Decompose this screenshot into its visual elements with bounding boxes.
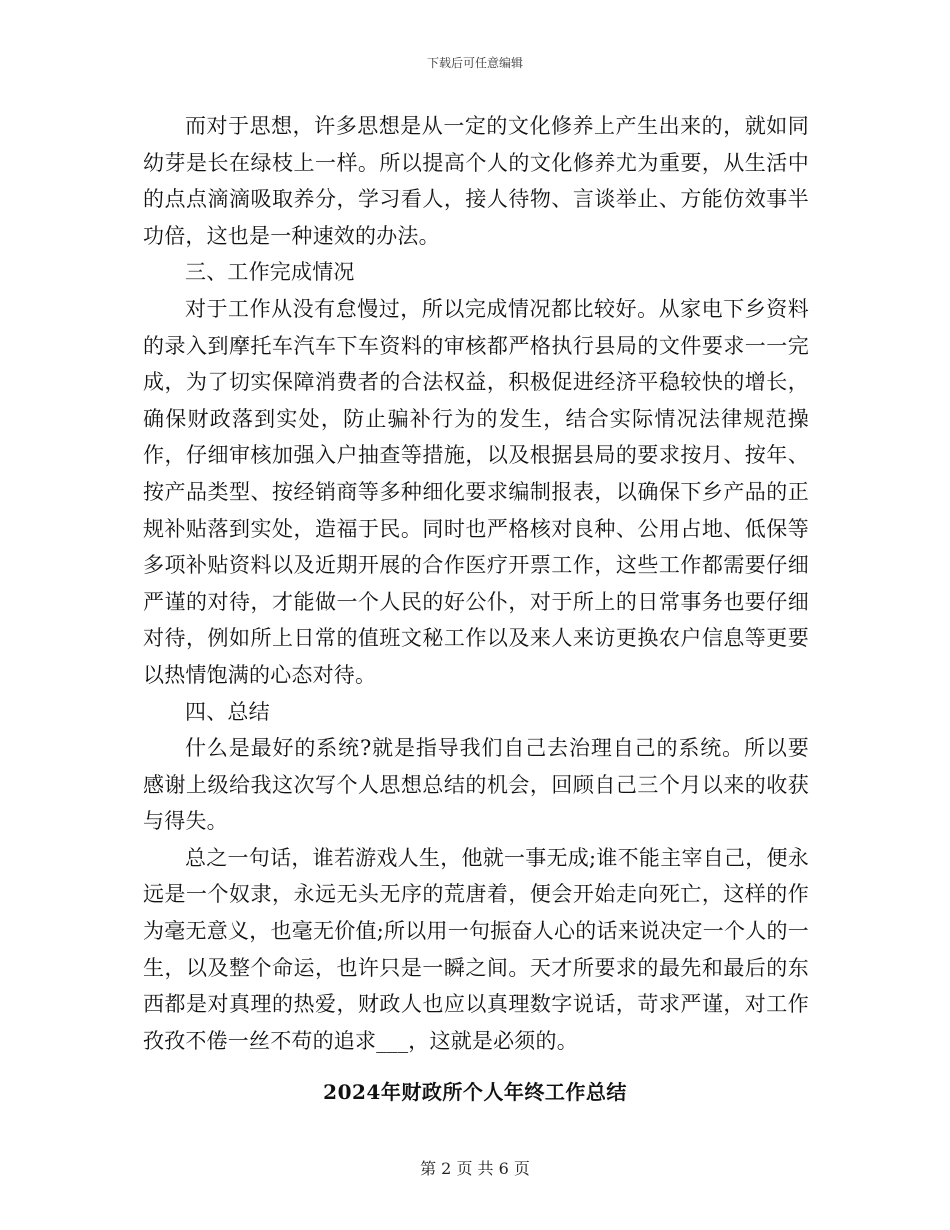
section-heading-summary: 四、总结 [185, 699, 270, 724]
body-paragraph: 什么是最好的系统?就是指导我们自己去治理自己的系统。所以要感谢上级给我这次写个人思想总结的机会，回顾自己三个月以来的收获与得失。 [143, 736, 809, 834]
page-number: 第 2 页 共 6 页 [420, 1159, 530, 1178]
document-title: 2024年财政所个人年终工作总结 [323, 1080, 627, 1104]
body-paragraph: 对于工作从没有怠慢过，所以完成情况都比较好。从家电下乡资料的录入到摩托车汽车下车资料的审核都严格执行县局的文件要求一一完成，为了切实保障消费者的合法权益，积极促进经济平稳较快的增长，确保财政落到实处，防止骗补行为的发生，结合实际情况法律规范操作，仔细审核加强入户抽查等措施，以及根据县局的要求按月、按年、按产品类型、按经销商等多种细化要求编制报表，以确保下乡产品的正规补贴落到实处，造福于民。同时也严格核对良种、公用占地、低保等多项补贴资料以及近期开展的合作医疗开票工作，这些工作都需要仔细严谨的对待，才能做一个人民的好公仆，对于所上的日常事务也要仔细对待，例如所上日常的值班文秘工作以及来人来访更换农户信息等更要以热情饱满的心态对待。 [143, 296, 809, 687]
page-header: 下载后可任意编辑 [426, 56, 523, 70]
body-paragraph: 总之一句话，谁若游戏人生，他就一事无成;谁不能主宰自己，便永远是一个奴隶，永远无头无序的荒唐着，便会开始走向死亡，这样的作为毫无意义，也毫无价值;所以用一句振奋人心的话来说决定一个人的一生，以及整个命运，也许只是一瞬之间。天才所要求的最先和最后的东西都是对真理的热爱，财政人也应以真理数字说话，苛求严谨，对工作孜孜不倦一丝不苟的追求___，这就是必须的。 [143, 845, 809, 1053]
section-heading-work-completion: 三、工作完成情况 [185, 260, 355, 285]
body-paragraph: 而对于思想，许多思想是从一定的文化修养上产生出来的，就如同幼芽是长在绿枝上一样。所以提高个人的文化修养尤为重要，从生活中的点点滴滴吸取养分，学习看人，接人待物、言谈举止、方能仿效事半功倍，这也是一种速效的办法。 [143, 114, 809, 248]
document-body [143, 108, 809, 1059]
